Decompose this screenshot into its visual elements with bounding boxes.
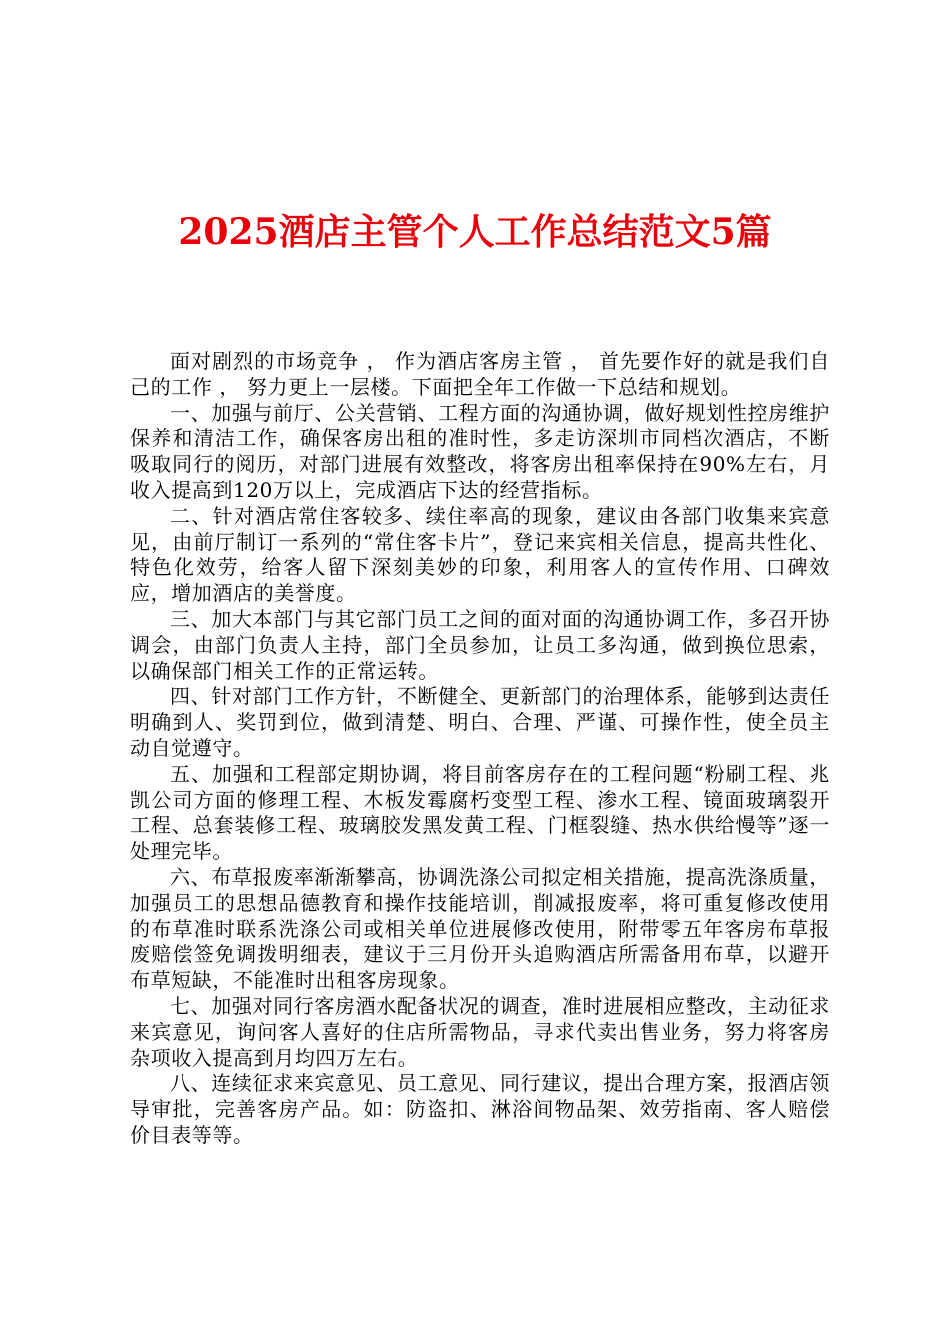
paragraph-item-7: 七、加强对同行客房酒水配备状况的调查，准时进展相应整改，主动征求来宾意见，询问客人喜好的住店所需物品，寻求代卖出售业务，努力将客房杂项收入提高到月均四万左右。 (130, 993, 830, 1070)
paragraph-item-3: 三、加大本部门与其它部门员工之间的面对面的沟通协调工作，多召开协调会，由部门负责人主持，部门全员参加，让员工多沟通，做到换位思索，以确保部门相关工作的正常运转。 (130, 606, 830, 683)
paragraph-item-5: 五、加强和工程部定期协调，将目前客房存在的工程问题“粉刷工程、兆凯公司方面的修理工程、木板发霉腐朽变型工程、渗水工程、镜面玻璃裂开工程、总套装修工程、玻璃胶发黑发黄工程、门框裂缝、热水供给慢等”逐一处理完毕。 (130, 761, 830, 864)
paragraph-intro: 面对剧烈的市场竞争 ， 作为酒店客房主管 ， 首先要作好的就是我们自己的工作 ， 努力更上一层楼。下面把全年工作做一下总结和规划。 (130, 349, 830, 399)
paragraph-item-2: 二、针对酒店常住客较多、续住率高的现象，建议由各部门收集来宾意见，由前厅制订一系列的“常住客卡片”，登记来宾相关信息，提高共性化、特色化效劳，给客人留下深刻美妙的印象，利用客人的宣传作用、口碑效应，增加酒店的美誉度。 (130, 503, 830, 606)
document-title: 2025酒店主管个人工作总结范文5篇 (178, 211, 772, 253)
paragraph-item-1: 一、加强与前厅、公关营销、工程方面的沟通协调，做好规划性控房维护保养和清洁工作，确保客房出租的准时性，多走访深圳市同档次酒店，不断吸取同行的阅历，对部门进展有效整改，将客房出租率保持在90%左右，月收入提高到120万以上，完成酒店下达的经营指标。 (130, 400, 830, 502)
paragraph-item-6: 六、布草报废率渐渐攀高，协调洗涤公司拟定相关措施，提高洗涤质量，加强员工的思想品德教育和操作技能培训，削减报废率，将可重复修改使用的布草准时联系洗涤公司或相关单位进展修改使用，附带零五年客房布草报废赔偿签免调拨明细表，建议于三月份开头追购酒店所需备用布草，以避开布草短缺，不能准时出租客房现象。 (130, 864, 830, 993)
document-body (130, 349, 830, 1149)
paragraph-item-4: 四、针对部门工作方针，不断健全、更新部门的治理体系，能够到达责任明确到人、奖罚到位，做到清楚、明白、合理、严谨、可操作性，使全员主动自觉遵守。 (130, 684, 830, 760)
paragraph-item-8: 八、连续征求来宾意见、员工意见、同行建议，提出合理方案，报酒店领导审批，完善客房产品。如：防盗扣、淋浴间物品架、效劳指南、客人赔偿价目表等等。 (130, 1071, 830, 1147)
